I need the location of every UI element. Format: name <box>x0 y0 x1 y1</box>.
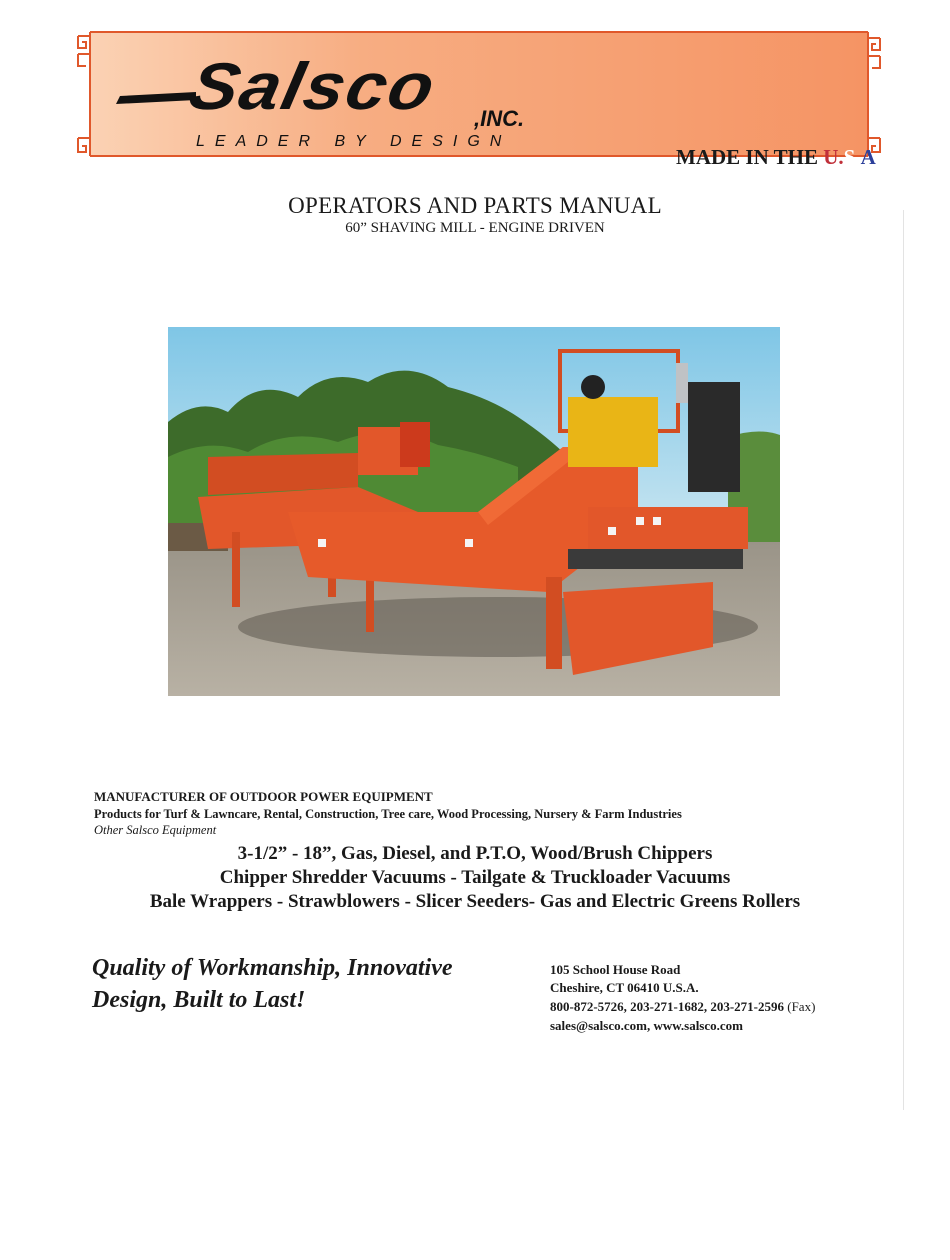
other-equipment-label: Other Salsco Equipment <box>94 823 217 837</box>
manufacturer-heading: MANUFACTURER OF OUTDOOR POWER EQUIPMENT <box>94 789 433 804</box>
slogan: Quality of Workmanship, Innovative Design, Built to Last! <box>92 955 453 1013</box>
made-in-usa <box>676 147 876 168</box>
made-in-s: S. <box>843 145 861 169</box>
shaving-mill-illustration <box>168 327 780 696</box>
phone-numbers <box>550 999 815 1015</box>
made-in-prefix: MADE IN THE <box>676 145 824 169</box>
manufacturer-products: Products for Turf & Lawncare, Rental, Construction, Tree care, Wood Processing, Nursery & Farm Industries <box>94 807 682 821</box>
fax-label: (Fax) <box>783 999 816 1014</box>
page-subtitle: 60” SHAVING MILL - ENGINE DRIVEN <box>345 220 605 236</box>
address-city: Cheshire, CT 06410 U.S.A. <box>550 980 699 995</box>
brand-tagline: LEADER BY DESIGN <box>196 133 512 150</box>
equipment-line-2: Chipper Shredder Vacuums - Tailgate & Truckloader Vacuums <box>219 867 731 888</box>
equipment-line-3: Bale Wrappers - Strawblowers - Slicer Seeders- Gas and Electric Greens Rollers <box>149 891 801 912</box>
made-in-a: A <box>860 145 876 169</box>
contact-email-web: sales@salsco.com, www.salsco.com <box>550 1018 743 1033</box>
equipment-line-1: 3-1/2” - 18”, Gas, Diesel, and P.T.O, Wood/Brush Chippers <box>237 843 713 864</box>
brand-logo-suffix: ,INC. <box>474 106 525 131</box>
product-photo <box>168 327 780 696</box>
scan-edge-line <box>903 210 904 1110</box>
address-street: 105 School House Road <box>550 962 681 977</box>
made-in-u: U. <box>823 145 844 169</box>
header-banner <box>76 26 882 169</box>
phone-list: 800-872-5726, 203-271-1682, 203-271-2596 <box>550 999 784 1014</box>
page-title: OPERATORS AND PARTS MANUAL <box>288 193 662 218</box>
brand-logo-wordmark: Salsco <box>183 50 443 124</box>
